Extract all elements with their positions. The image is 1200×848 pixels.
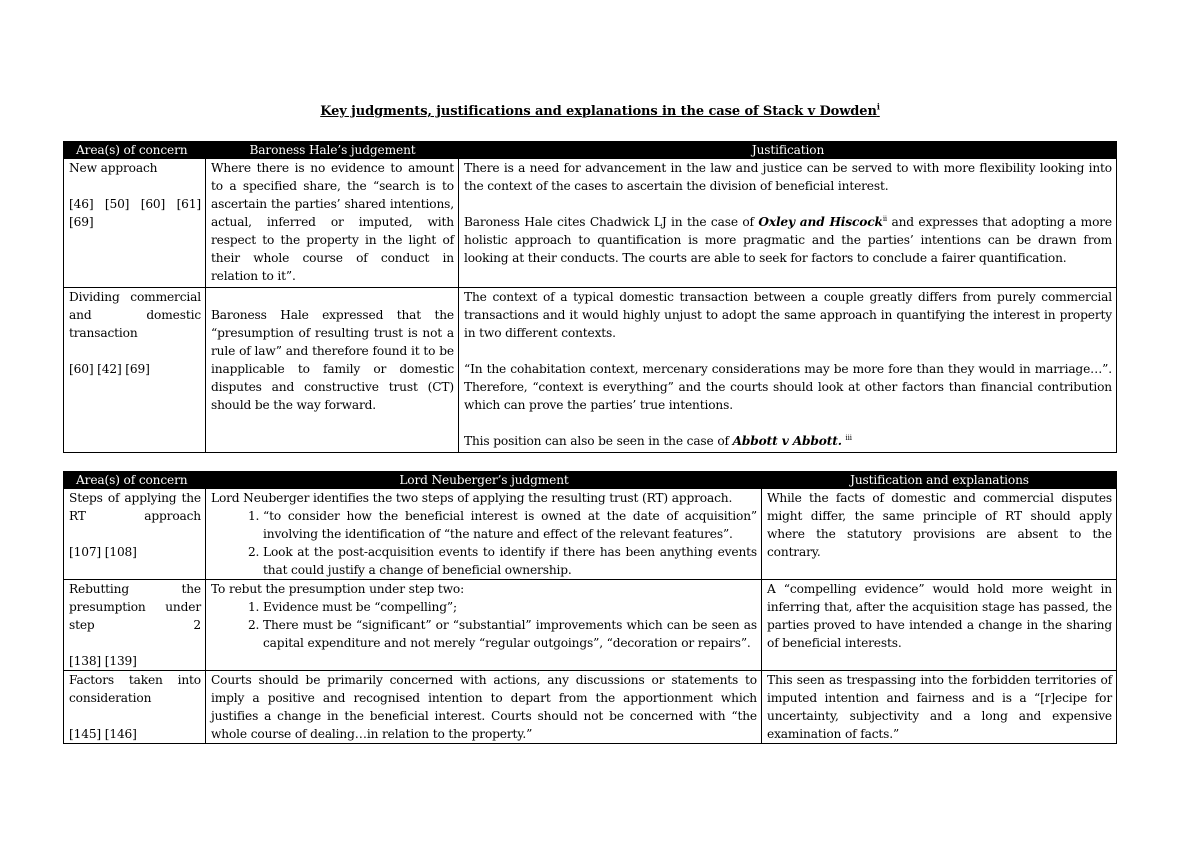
endnote-marker: iii	[845, 433, 852, 442]
justification-cell: A “compelling evidence” would hold more weight in inferring that, after the acquisition stage has passed, the parties proved to have intended a change in the sharing of beneficial interests.	[762, 580, 1117, 671]
judgment-cell: Baroness Hale expressed that the “presumption of resulting trust is not a rule of law” and therefore found it to be inapplicable to family or domestic disputes and constructive trust (CT) should be the way forward.	[206, 288, 459, 453]
area-cell	[64, 671, 206, 744]
justification-cell	[459, 288, 1117, 453]
justification-cell: This seen as trespassing into the forbidden territories of imputed intention and fairness and is a “[r]ecipe for uncertainty, subjectivity and a long and expensive examination of facts.”	[762, 671, 1117, 744]
judgment-intro: Lord Neuberger identifies the two steps of applying the resulting trust (RT) approach.	[211, 491, 733, 505]
case-name: Oxley and Hiscock	[758, 215, 883, 229]
paragraph-refs: [46] [50] [60] [61] [69]	[69, 197, 201, 229]
table-row	[64, 489, 1117, 580]
judgment-cell	[206, 489, 762, 580]
area-label: Rebutting the presumption under step 2	[69, 582, 201, 632]
area-label: New approach	[69, 161, 158, 175]
list-item: 1. Evidence must be “compelling”;	[263, 598, 757, 616]
endnote-marker: ii	[882, 214, 888, 223]
title-endnote-marker: i	[876, 101, 880, 112]
area-cell	[64, 159, 206, 288]
paragraph-refs: [145] [146]	[69, 727, 137, 741]
area-label: Factors taken into consideration	[69, 673, 201, 705]
table-row	[64, 159, 1117, 288]
justification-paragraph: Baroness Hale cites Chadwick LJ in the case of Oxley and Hiscock$^{ii}$ and expresses that adopting a more holistic approach to quantification is more pragmatic and the parties’ intentions can be drawn from looking at their conducts. The courts are able to seek for factors to conclude a fairer quantification.	[464, 214, 1112, 265]
list-item: 2. Look at the post-acquisition events to identify if there has been anything events that could justify a change of beneficial ownership.	[263, 543, 757, 579]
justification-paragraph: There is a need for advancement in the law and justice can be served to with more flexibility looking into the context of the cases to ascertain the division of beneficial interest.	[464, 161, 1112, 193]
neuberger-judgment-table	[63, 471, 1117, 744]
paragraph-refs: [60] [42] [69]	[69, 362, 150, 376]
hale-judgement-table	[63, 141, 1117, 453]
list-item: 1. “to consider how the beneficial interest is owned at the date of acquisition” involving the identification of “the nature and effect of the relevant features”.	[263, 507, 757, 543]
header-area: Area(s) of concern	[64, 472, 206, 489]
judgment-cell	[206, 580, 762, 671]
area-label: Steps of applying the RT approach	[69, 491, 201, 523]
document-title: Key judgments, justifications and explanations in the case of Stack v Dowden$^i$	[320, 101, 880, 119]
area-label: Dividing commercial and domestic transaction	[69, 290, 201, 340]
header-justification: Justification and explanations	[762, 472, 1117, 489]
rebuttal-conditions-list	[211, 598, 757, 652]
justification-paragraph: “In the cohabitation context, mercenary considerations may be more fore than they would in marriage…”. Therefore, “context is everything” and the courts should look at other factors than financial contribution which can prove the parties’ true intentions.	[464, 362, 1112, 412]
paragraph-refs: [107] [108]	[69, 545, 137, 559]
header-judgment: Lord Neuberger’s judgment	[206, 472, 762, 489]
paragraph-refs: [138] [139]	[69, 654, 137, 668]
case-name: Abbott v Abbott.	[732, 434, 842, 448]
justification-cell	[459, 159, 1117, 288]
table-row	[64, 671, 1117, 744]
justification-paragraph: This position can also be seen in the case of Abbott v Abbott. $^{iii}$	[464, 433, 852, 448]
justification-cell: While the facts of domestic and commercial disputes might differ, the same principle of RT should apply where the statutory provisions are absent to the contrary.	[762, 489, 1117, 580]
list-item: 2. There must be “significant” or “substantial” improvements which can be seen as capital expenditure and not merely “regular outgoings”, “decoration or repairs”.	[263, 616, 757, 652]
table-row	[64, 288, 1117, 453]
table-header-row	[64, 472, 1117, 489]
area-cell	[64, 288, 206, 453]
judgment-intro: To rebut the presumption under step two:	[211, 582, 465, 596]
judgment-cell: Courts should be primarily concerned with actions, any discussions or statements to imply a positive and recognised intention to depart from the apportionment which justifies a change in the beneficial interest. Courts should not be concerned with “the whole course of dealing…in relation to the property.”	[206, 671, 762, 744]
header-judgement: Baroness Hale’s judgement	[206, 142, 459, 159]
table-header-row	[64, 142, 1117, 159]
area-cell	[64, 489, 206, 580]
area-cell	[64, 580, 206, 671]
header-justification: Justification	[459, 142, 1117, 159]
justification-paragraph: The context of a typical domestic transaction between a couple greatly differs from purely commercial transactions and it would highly unjust to adopt the same approach in quantifying the interest in property in two different contexts.	[464, 290, 1112, 340]
table-row	[64, 580, 1117, 671]
judgment-steps-list	[211, 507, 757, 579]
judgment-cell: Where there is no evidence to amount to a specified share, the “search is to ascertain the parties’ shared intentions, actual, inferred or imputed, with respect to the property in the light of their whole course of conduct in relation to it”.	[206, 159, 459, 288]
header-area: Area(s) of concern	[64, 142, 206, 159]
